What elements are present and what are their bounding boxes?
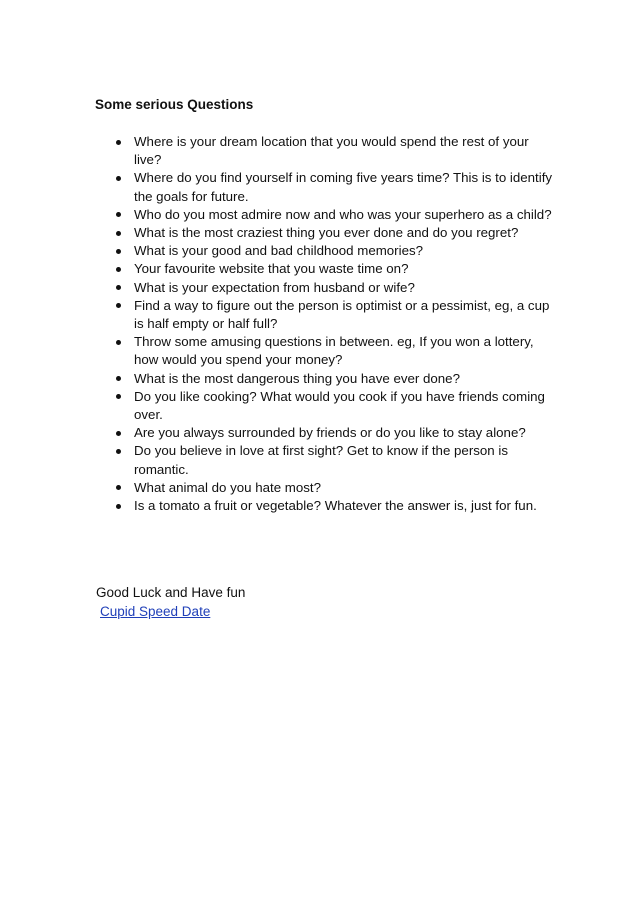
bullet-icon: [116, 394, 121, 399]
question-text: Where do you find yourself in coming five years time? This is to identify the goals for future.: [134, 170, 553, 204]
bullet-icon: [116, 340, 121, 345]
list-item: [116, 279, 556, 297]
closing-text: Good Luck and Have fun: [96, 585, 246, 600]
question-text: What is your expectation from husband or wife?: [134, 279, 415, 295]
question-text: Where is your dream location that you would spend the rest of your live?: [134, 134, 529, 168]
list-item: [116, 169, 556, 205]
question-text: What is the most craziest thing you ever done and do you regret?: [134, 225, 519, 241]
bullet-icon: [116, 431, 121, 436]
list-item: [116, 442, 556, 478]
bullet-icon: [116, 231, 121, 236]
list-item: [116, 297, 556, 333]
question-text: What is your good and bad childhood memories?: [134, 243, 424, 259]
bullet-icon: [116, 504, 121, 509]
question-text: Find a way to figure out the person is optimist or a pessimist, eg, a cup is half empty or half full?: [134, 297, 550, 332]
question-text: Is a tomato a fruit or vegetable? Whatever the answer is, just for fun.: [134, 498, 537, 514]
list-item: [116, 260, 556, 278]
bullet-icon: [116, 249, 121, 254]
question-text: Who do you most admire now and who was your superhero as a child?: [134, 206, 552, 222]
list-item: [116, 133, 556, 169]
bullet-icon: [116, 212, 121, 217]
section-heading: Some serious Questions: [95, 97, 254, 112]
cupid-speed-date-link[interactable]: Cupid Speed Date: [100, 603, 211, 619]
bullet-icon: [116, 176, 121, 181]
question-text: Are you always surrounded by friends or do you like to stay alone?: [134, 425, 526, 441]
question-text: Do you like cooking? What would you cook if you have friends coming over.: [134, 388, 545, 423]
list-item: [116, 497, 556, 515]
list-item: [116, 206, 556, 224]
questions-list: [116, 133, 556, 515]
bullet-icon: [116, 376, 121, 381]
question-text: Do you believe in love at first sight? Get to know if the person is romantic.: [134, 443, 508, 477]
question-text: Your favourite website that you waste time on?: [134, 261, 409, 277]
bullet-icon: [116, 449, 121, 454]
list-item: [116, 333, 556, 369]
bullet-icon: [116, 140, 121, 145]
list-item: [116, 242, 556, 260]
list-item: [116, 479, 556, 497]
question-text: Throw some amusing questions in between. eg, If you won a lottery, how would you spend your money?: [134, 334, 534, 368]
list-item: [116, 370, 556, 388]
bullet-icon: [116, 485, 121, 490]
bullet-icon: [116, 285, 121, 290]
question-text: What is the most dangerous thing you have ever done?: [134, 370, 460, 386]
list-item: [116, 424, 556, 442]
closing-block: [96, 584, 245, 621]
list-item: [116, 224, 556, 242]
bullet-icon: [116, 267, 121, 272]
list-item: [116, 388, 556, 424]
question-text: What animal do you hate most?: [134, 479, 321, 495]
bullet-icon: [116, 303, 121, 308]
